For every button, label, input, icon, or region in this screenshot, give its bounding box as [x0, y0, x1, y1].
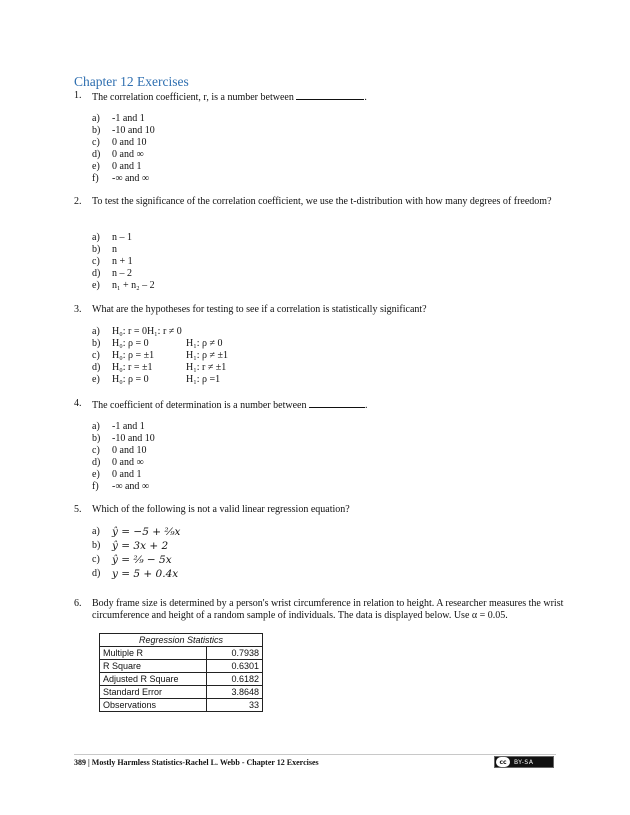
equation: ŷ = 3x + 2 [112, 540, 169, 552]
answer-blank [296, 90, 364, 100]
question-5 [74, 504, 564, 516]
question-text: The correlation coefficient, r, is a number between [92, 92, 294, 103]
question-number: 3. [74, 304, 82, 315]
question-number: 5. [74, 504, 82, 515]
footer-divider [74, 754, 556, 755]
question-4: 4. The coefficient of determination is a number between . [74, 398, 368, 411]
question-text: Which of the following is not a valid linear regression equation? [92, 504, 350, 515]
document-page: Chapter 12 Exercises 1. The correlation coefficient, r, is a number between . a) -1 and 1 b) -10 and 10 c) 0 and 10 d) 0 and ∞ e) 0 and 1 f) -∞ and ∞ 2. To test the significance of the correlation coefficient, we use the t-distribution with how many degrees of freedom? a) n – 1 b) n c) n + 1 d) n – 2 e) n₁ + n₂ – 2 3. What are the hypotheses for testing to see if a correlation is statistically significant? a) H₀: r = 0H₁: r ≠ 0 b) H₀: ρ = 0 H₁: ρ ≠ 0 c) H₀: ρ = ±1 H₁: ρ ≠ ±1 d) H₀: r = ±1 H₁: r ≠ ±1 e) H₀: ρ = 0 H₁: ρ =1 4. The coefficient of determination is a number between . a) -1 and 1 b) -10 and 10 c) 0 and 10 d) 0 and ∞ e) 0 and 1 f) -∞ and ∞ 5. Which of the following is not a valid linear regression equation? a) ŷ = −5 + ²⁄₉x b) ŷ = 3x + 2 c) ŷ = ²⁄₉ − 5x d) y = 5 + 0.4x 6. Body frame size is determined by a person's wrist circumference in relation to height. A researcher measures the wrist circumference and height of a random sample of individuals. The data is displayed below. Use α = 0.05. Regression Statistics Multiple R 0.7938 R Square 0.6301 Adjusted R Square 0.6182 Standard Error 3.8648 Observations 33 389 | Mostly Harmless Statistics-Rachel L. Webb - Chapter 12 Exercises cc BY-SA [74, 74, 564, 767]
question-3 [74, 304, 564, 316]
equation: y = 5 + 0.4x [112, 568, 179, 580]
question-2 [74, 196, 564, 208]
question-number: 1. [74, 90, 82, 101]
table-caption: Regression Statistics [100, 634, 263, 647]
question-number: 4. [74, 398, 82, 409]
table-row: R Square 0.6301 [100, 660, 263, 673]
question-1: 1. The correlation coefficient, r, is a number between . [74, 90, 367, 103]
equation: ŷ = ²⁄₉ − 5x [112, 554, 172, 566]
question-text: Body frame size is determined by a person's wrist circumference in relation to height. A researcher measures the wrist circumference and height of a random sample of individuals. The data is displayed below. Use α = 0.05. [92, 598, 564, 621]
question-6 [74, 598, 564, 622]
footer-text: 389 | Mostly Harmless Statistics-Rachel L. Webb - Chapter 12 Exercises [74, 758, 319, 767]
table-row: Adjusted R Square 0.6182 [100, 673, 263, 686]
question-number: 6. [74, 598, 82, 609]
regression-statistics-table [99, 633, 263, 712]
question-text: The coefficient of determination is a number between [92, 400, 307, 411]
chapter-title: Chapter 12 Exercises [74, 74, 189, 89]
question-text: What are the hypotheses for testing to see if a correlation is statistically significant? [92, 304, 427, 315]
answer-blank [309, 398, 365, 408]
cc-by-sa-icon: cc BY-SA [494, 756, 554, 768]
table-row: Standard Error 3.8648 [100, 686, 263, 699]
table-row: Multiple R 0.7938 [100, 647, 263, 660]
table-row: Observations 33 [100, 699, 263, 712]
equation: ŷ = −5 + ²⁄₉x [112, 526, 181, 538]
question-text: To test the significance of the correlation coefficient, we use the t-distribution with how many degrees of freedom? [92, 196, 552, 207]
question-number: 2. [74, 196, 82, 207]
